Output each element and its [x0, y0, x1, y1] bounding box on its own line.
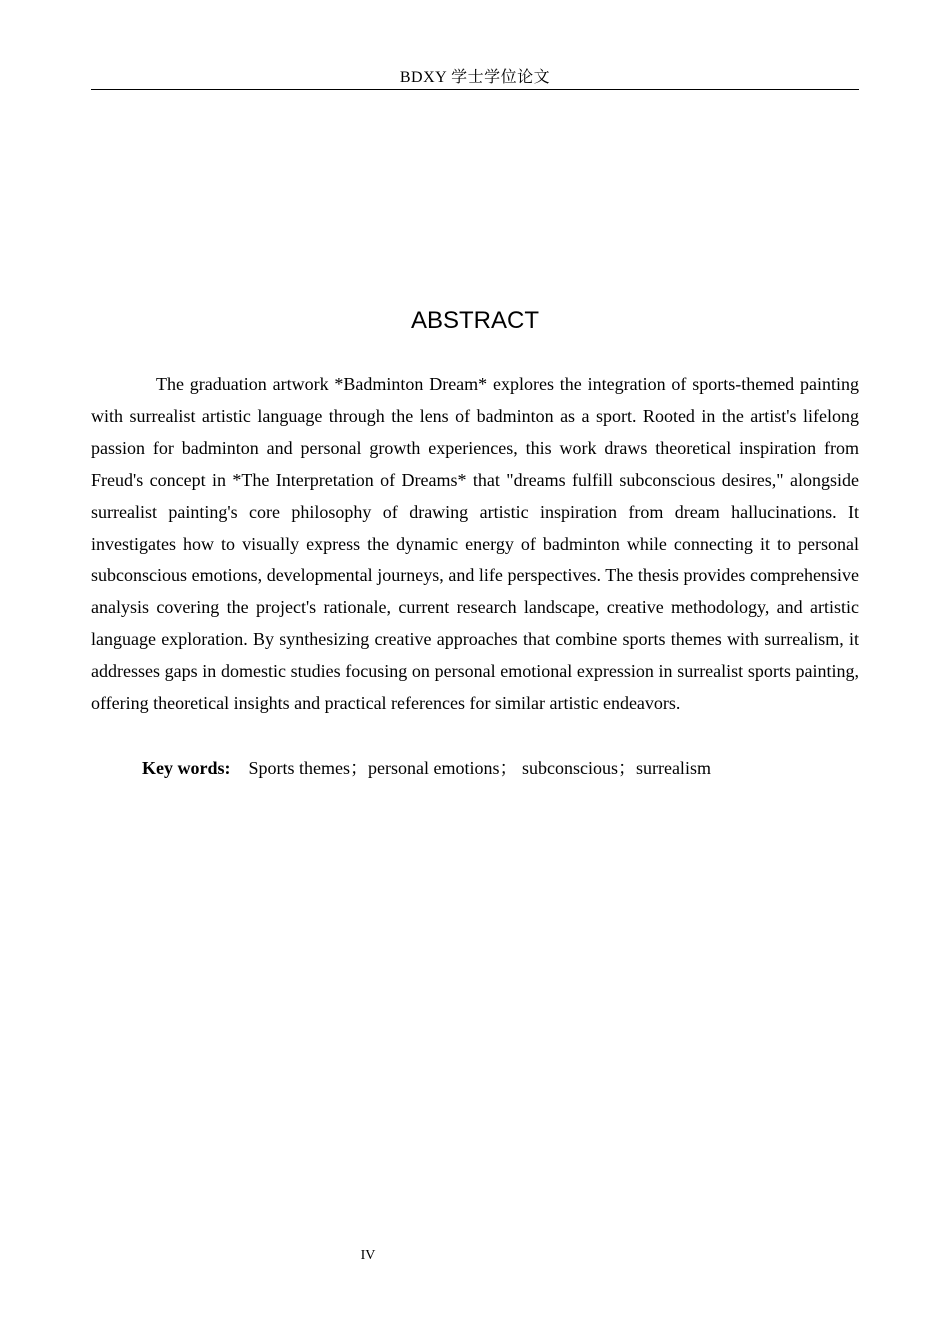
keywords-label: Key words: — [142, 758, 231, 778]
page-number: IV — [360, 1248, 376, 1263]
running-header: BDXY 学士学位论文 — [399, 69, 551, 86]
abstract-body: The graduation artwork *Badminton Dream* explores the integration of sports-themed painting with surrealist artistic language through the lens of badminton as a sport. Rooted in the artist's lifelong passion for badminton and personal growth experiences, this work draws theoretical inspiration from Freud's concept in *The Interpretation of Dreams* that "dreams fulfill subconscious desires," alongside surrealist painting's core philosophy of drawing artistic inspiration from dream hallucinations. It investigates how to visually express the dynamic energy of badminton while connecting it to personal subconscious emotions, developmental journeys, and life perspectives. The thesis provides comprehensive analysis covering the project's rationale, current research landscape, creative methodology, and artistic language exploration. By synthesizing creative approaches that combine sports themes with surrealism, it addresses gaps in domestic studies focusing on personal emotional expression in surrealist sports painting, offering theoretical insights and practical references for similar artistic endeavors. — [91, 374, 859, 714]
abstract-title: ABSTRACT — [410, 307, 539, 334]
header-rule — [91, 89, 859, 90]
keywords-line — [142, 753, 859, 785]
keywords-terms: Sports themes；personal emotions； subconscious；surrealism — [248, 758, 711, 778]
